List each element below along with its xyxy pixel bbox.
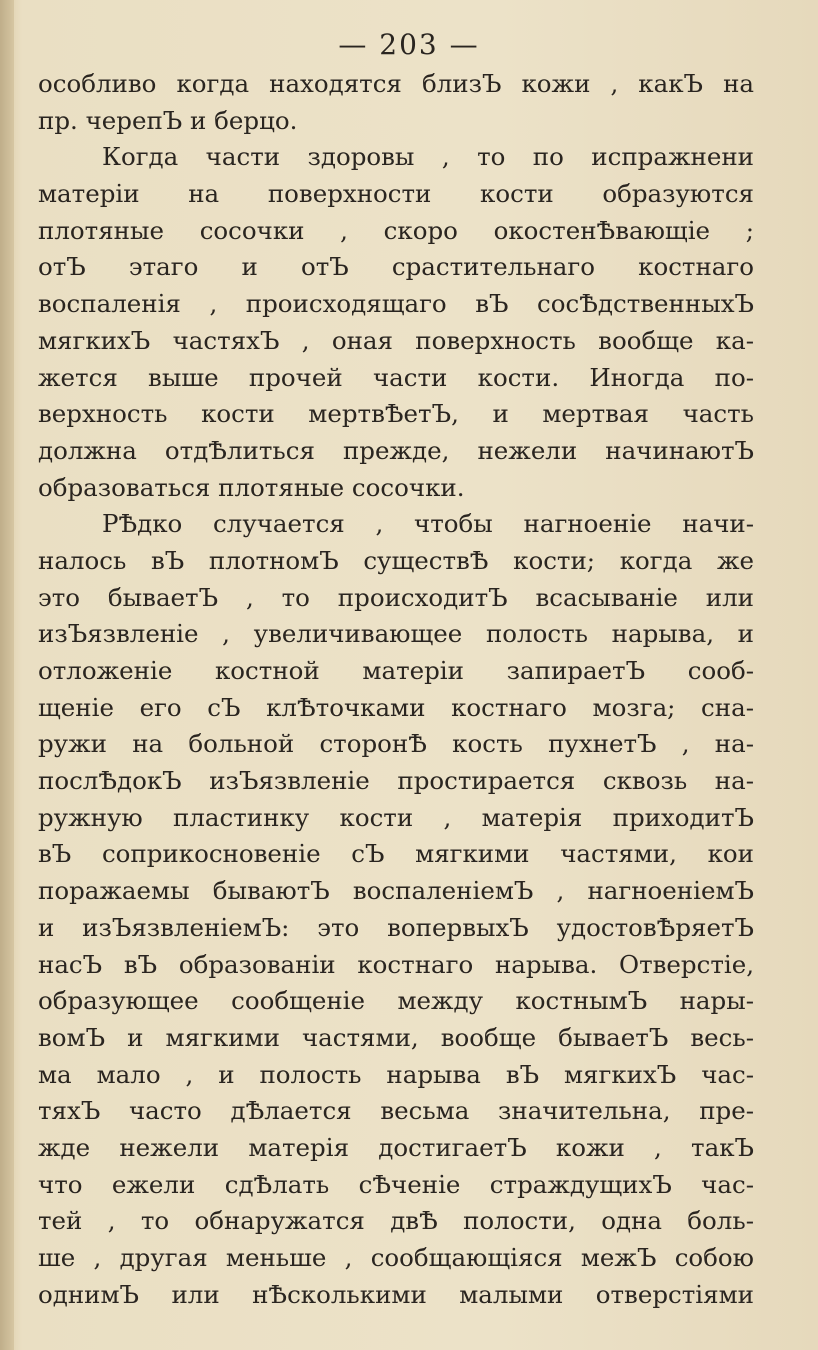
- text-line: мягкихЪ частяхЪ , оная поверхность вообще ка-: [38, 325, 754, 355]
- text-line: особливо когда находятся близЪ кожи , какЪ на: [38, 69, 754, 98]
- text-line: образующее сообщеніе между костнымЪ нары-: [38, 986, 754, 1016]
- text-line: отЪ этаго и отЪ срастительнаго костнаго: [38, 252, 754, 282]
- text-line: это бываетЪ , то происходитЪ всасываніе или: [38, 582, 754, 612]
- text-line: ружную пластинку кости , матерія приходитЪ: [38, 802, 754, 832]
- text-line: пр. черепЪ и берцо.: [38, 105, 298, 135]
- body-text: [38, 66, 754, 1313]
- page-number-header: — 203 —: [338, 28, 480, 61]
- text-line: верхность кости мертвѢетЪ, и мертвая часть: [38, 399, 754, 429]
- text-line: ма мало , и полость нарыва вЪ мягкихЪ час-: [38, 1059, 754, 1089]
- text-line: изЪязвленіе , увеличивающее полость нарыва, и: [38, 619, 754, 649]
- text-line: вомЪ и мягкими частями, вообще бываетЪ весь-: [38, 1022, 754, 1052]
- text-line: жде нежели матерія достигаетЪ кожи , такЪ: [38, 1132, 754, 1162]
- text-line: тей , то обнаружатся двѢ полости, одна боль-: [38, 1206, 754, 1236]
- text-line: должна отдѢлиться прежде, нежели начинаютЪ: [38, 435, 754, 465]
- text-line: жется выше прочей части кости. Иногда по-: [38, 362, 754, 392]
- text-line: насЪ вЪ образованіи костнаго нарыва. Отверстіе,: [38, 949, 754, 979]
- text-line: вЪ соприкосновеніе сЪ мягкими частями, кои: [38, 839, 754, 869]
- text-line: однимЪ или нѢсколькими малыми отверстіями: [38, 1279, 754, 1309]
- text-line: ше , другая меньше , сообщающіяся межЪ собою: [38, 1243, 754, 1272]
- text-line: Когда части здоровы , то по испражнени: [102, 142, 754, 172]
- text-line: образоваться плотяные сосочки.: [38, 472, 465, 502]
- text-line: что ежели сдѢлать сѢченіе страждущихЪ час-: [38, 1169, 754, 1199]
- text-line: щеніе его сЪ клѢточками костнаго мозга; сна-: [38, 692, 754, 722]
- text-line: матеріи на поверхности кости образуются: [38, 179, 754, 209]
- text-line: воспаленія , происходящаго вЪ сосѢдственныхЪ: [38, 289, 754, 319]
- text-line: плотяные сосочки , скоро окостенѢвающіе ;: [38, 215, 754, 245]
- text-line: поражаемы бываютЪ воспаленіемЪ , нагноеніемЪ: [38, 876, 754, 906]
- text-line: налось вЪ плотномЪ существѢ кости; когда же: [38, 545, 754, 575]
- text-line: и изЪязвленіемЪ: это вопервыхЪ удостовѢряетЪ: [38, 912, 754, 942]
- text-line: ружи на больной сторонѢ кость пухнетЪ , на-: [38, 729, 754, 759]
- page-binding-edge: [0, 0, 14, 1350]
- text-line: тяхЪ часто дѢлается весьма значительна, пре-: [38, 1096, 754, 1126]
- text-line: РѢдко случается , чтобы нагноеніе начи-: [102, 509, 754, 539]
- text-line: отложеніе костной матеріи запираетЪ сооб-: [38, 656, 754, 685]
- text-line: послѢдокЪ изЪязвленіе простирается сквозь на-: [38, 766, 754, 796]
